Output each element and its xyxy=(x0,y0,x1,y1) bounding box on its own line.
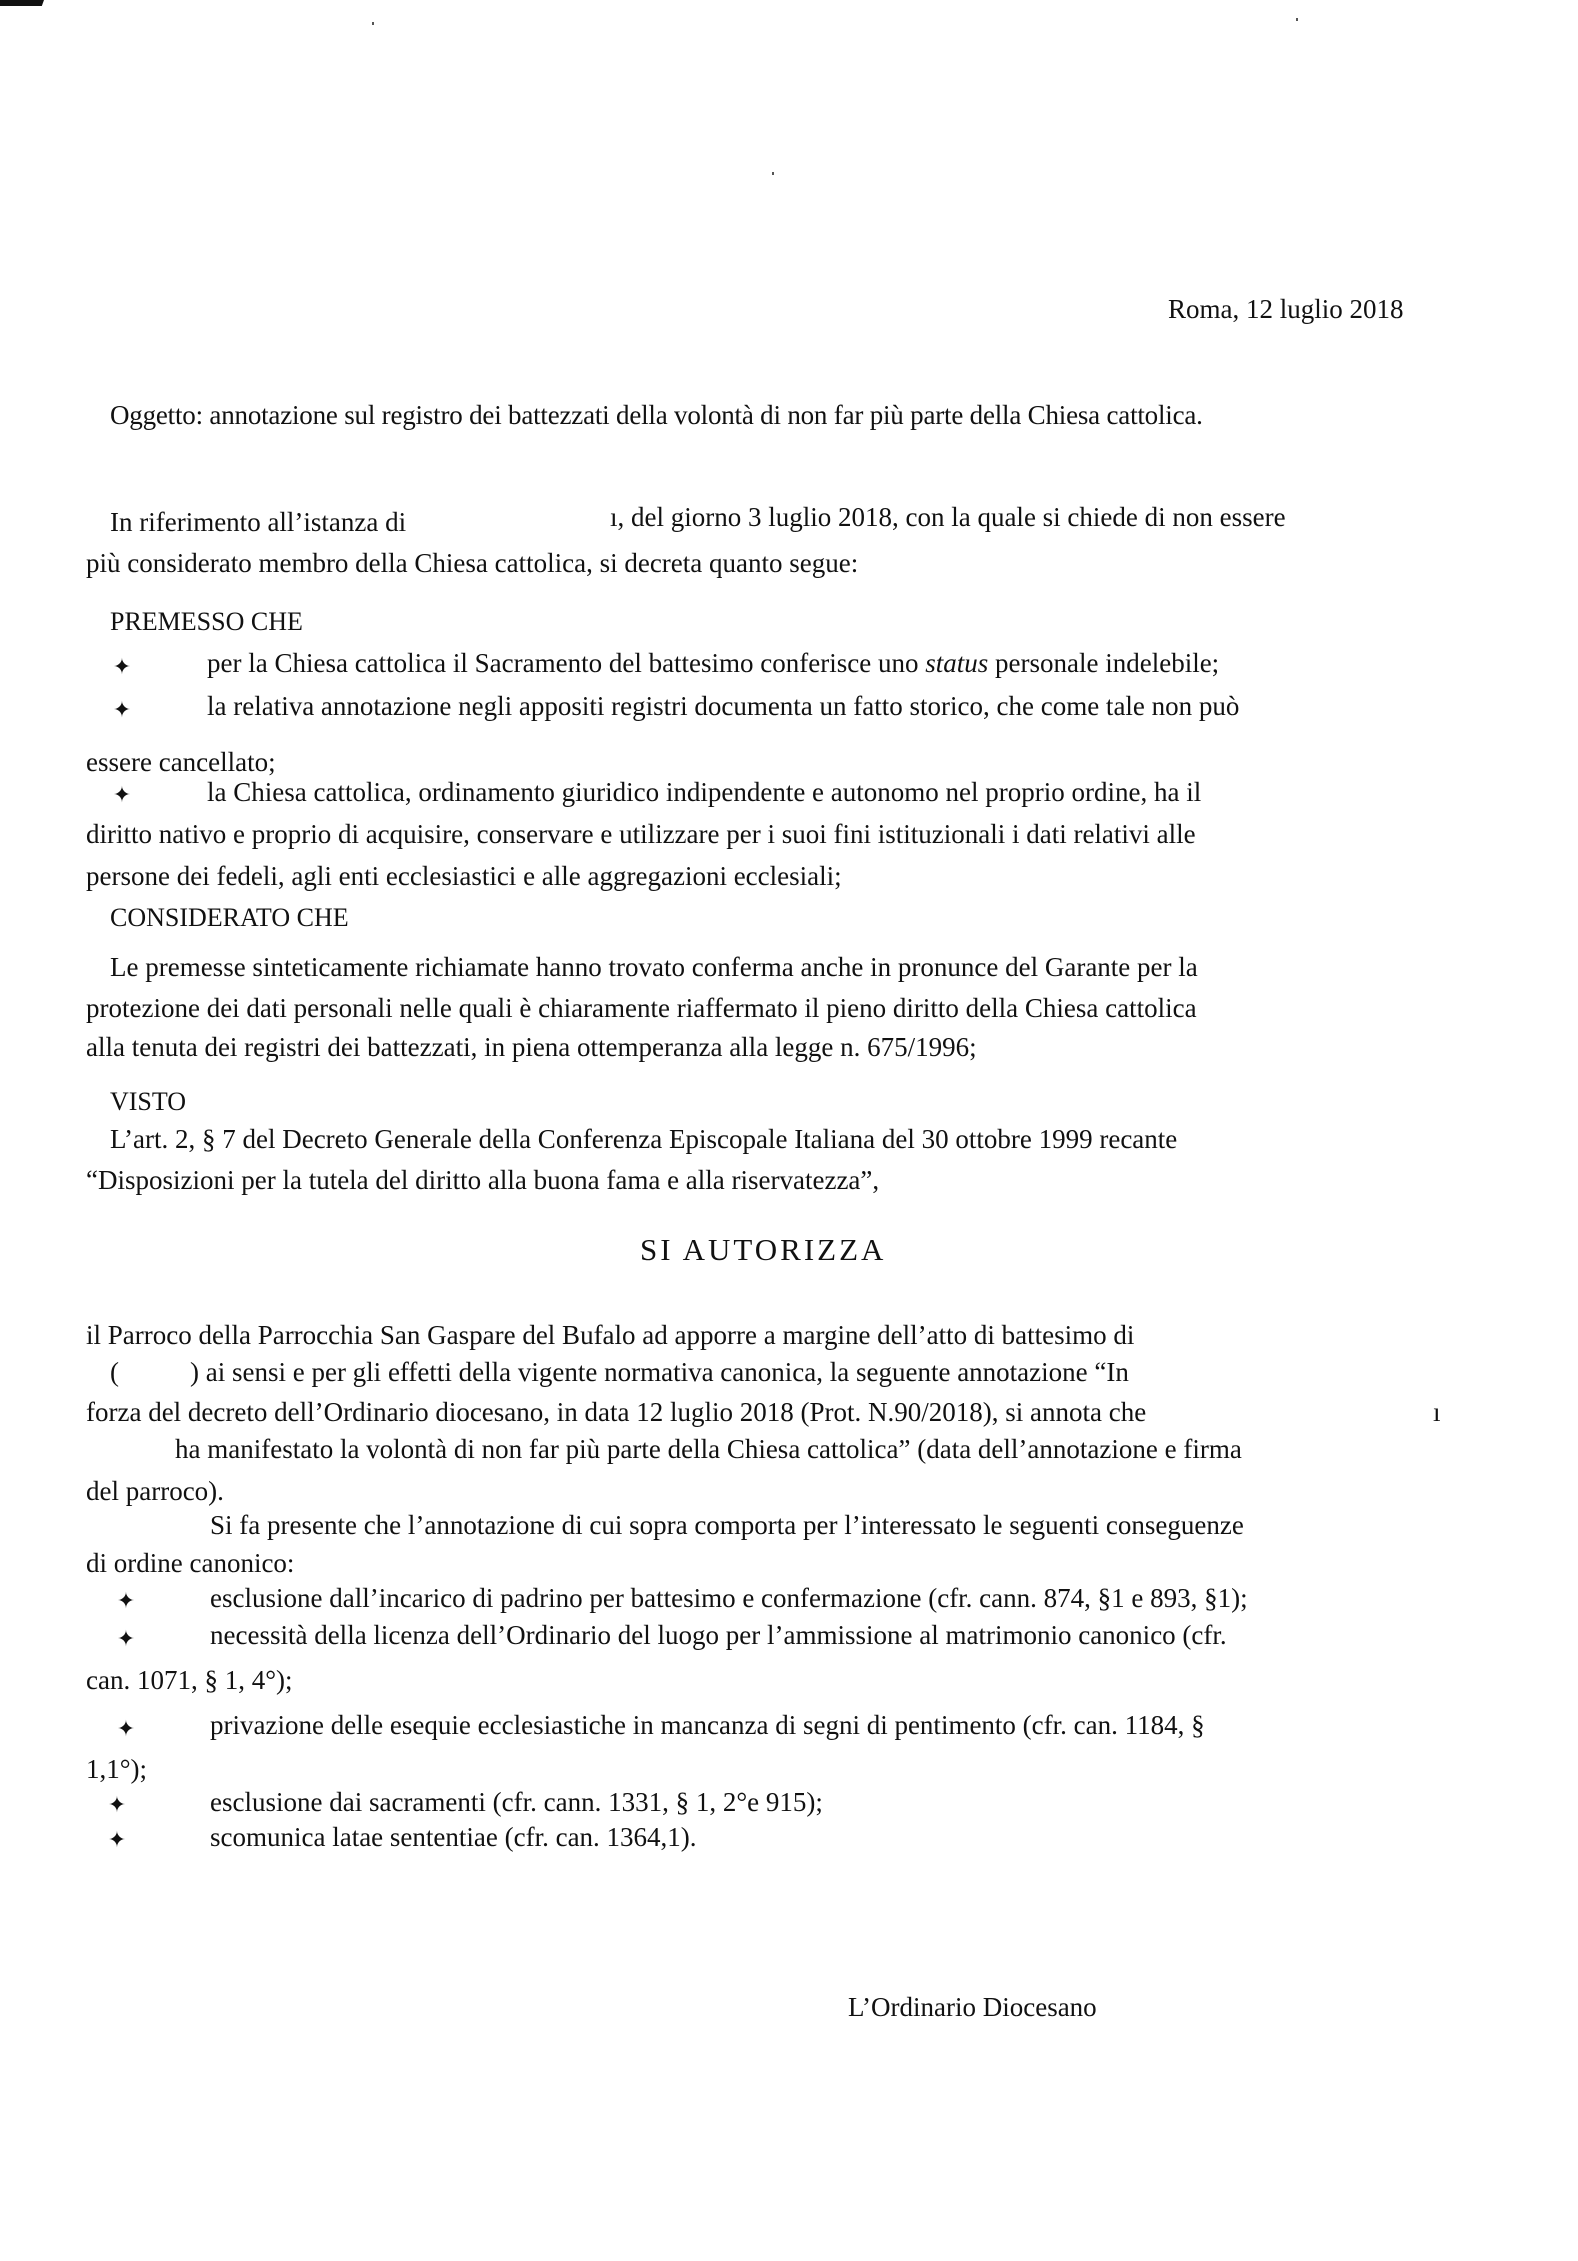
premesso-item-3-line-2: diritto nativo e proprio di acquisire, conservare e utilizzare per i suoi fini istituzionali i dati relativi alle xyxy=(86,819,1196,849)
subject-line: Oggetto: annotazione sul registro dei battezzati della volontà di non far più parte della Chiesa cattolica. xyxy=(110,400,1203,430)
authorization-line-5: del parroco). xyxy=(86,1476,224,1506)
premesso-item-1-text-end: personale indelebile; xyxy=(988,648,1220,678)
section-heading-considerato: CONSIDERATO CHE xyxy=(110,903,349,932)
considerato-line-2: protezione dei dati personali nelle quali è chiaramente riaffermato il pieno diritto della Chiesa cattolica xyxy=(86,993,1197,1023)
authorization-line-2: ) ai sensi e per gli effetti della vigente normativa canonica, la seguente annotazione “In xyxy=(190,1357,1129,1387)
consequence-item-3-line-1: privazione delle esequie ecclesiastiche in mancanza di segni di pentimento (cfr. can. 1184, § xyxy=(210,1710,1205,1740)
bullet-icon: ✦ xyxy=(116,1588,136,1613)
considerato-line-1: Le premesse sinteticamente richiamate hanno trovato conferma anche in pronunce del Garante per la xyxy=(110,952,1198,982)
scan-speck xyxy=(772,172,774,175)
visto-line-2: “Disposizioni per la tutela del diritto alla buona fama e alla riservatezza”, xyxy=(86,1165,880,1195)
premesso-item-1-text: per la Chiesa cattolica il Sacramento del battesimo conferisce uno xyxy=(207,648,926,678)
premesso-item-3-line-3: persone dei fedeli, agli enti ecclesiastici e alle aggregazioni ecclesiali; xyxy=(86,861,842,891)
authorization-title: SI AUTORIZZA xyxy=(640,1232,887,1267)
premesso-item-1 xyxy=(207,646,1219,680)
consequence-item-3-line-2: 1,1°); xyxy=(86,1754,148,1784)
bullet-icon: ✦ xyxy=(116,1716,136,1741)
section-heading-premesso: PREMESSO CHE xyxy=(110,607,303,636)
authorization-line-7: di ordine canonico: xyxy=(86,1548,295,1578)
premesso-item-2-line-2: essere cancellato; xyxy=(86,747,276,777)
authorization-line-3-tail: ı xyxy=(1433,1397,1441,1427)
consequence-item-2-line-2: can. 1071, § 1, 4°); xyxy=(86,1665,293,1695)
premesso-item-1-italic: status xyxy=(925,648,989,678)
considerato-line-3: alla tenuta dei registri dei battezzati, in piena ottemperanza alla legge n. 675/1996; xyxy=(86,1032,977,1062)
authorization-line-3: forza del decreto dell’Ordinario diocesano, in data 12 luglio 2018 (Prot. N.90/2018), si annota che xyxy=(86,1397,1147,1427)
bullet-icon: ✦ xyxy=(112,697,132,722)
signature-label: L’Ordinario Diocesano xyxy=(848,1992,1097,2022)
intro-line-2: più considerato membro della Chiesa cattolica, si decreta quanto segue: xyxy=(86,548,859,578)
bullet-icon: ✦ xyxy=(112,782,132,807)
bullet-icon: ✦ xyxy=(107,1827,127,1852)
bullet-icon: ✦ xyxy=(112,654,132,679)
scan-speck xyxy=(1296,18,1298,21)
authorization-line-1: il Parroco della Parrocchia San Gaspare del Bufalo ad apporre a margine dell’atto di battesimo di xyxy=(86,1320,1135,1350)
place-date: Roma, 12 luglio 2018 xyxy=(1168,294,1404,324)
intro-line-1-start: In riferimento all’istanza di xyxy=(110,507,407,537)
consequence-item-5: scomunica latae sententiae (cfr. can. 1364,1). xyxy=(210,1822,697,1852)
authorization-line-2-paren: ( xyxy=(110,1357,119,1387)
authorization-line-6: Si fa presente che l’annotazione di cui sopra comporta per l’interessato le seguenti conseguenze xyxy=(210,1510,1244,1540)
bullet-icon: ✦ xyxy=(107,1792,127,1817)
visto-line-1: L’art. 2, § 7 del Decreto Generale della Conferenza Episcopale Italiana del 30 ottobre 1999 recante xyxy=(110,1124,1178,1154)
authorization-line-4: ha manifestato la volontà di non far più parte della Chiesa cattolica” (data dell’annotazione e firma xyxy=(175,1434,1242,1464)
consequence-item-2-line-1: necessità della licenza dell’Ordinario del luogo per l’ammissione al matrimonio canonico (cfr. xyxy=(210,1620,1227,1650)
premesso-item-2-line-1: la relativa annotazione negli appositi registri documenta un fatto storico, che come tale non può xyxy=(207,691,1240,721)
consequence-item-1: esclusione dall’incarico di padrino per battesimo e confermazione (cfr. cann. 874, §1 e 893, §1); xyxy=(210,1583,1248,1613)
bullet-icon: ✦ xyxy=(116,1626,136,1651)
scan-edge-mark xyxy=(0,0,44,6)
section-heading-visto: VISTO xyxy=(110,1087,187,1116)
premesso-item-3-line-1: la Chiesa cattolica, ordinamento giuridico indipendente e autonomo nel proprio ordine, ha il xyxy=(207,777,1202,807)
intro-line-1-end: ı, del giorno 3 luglio 2018, con la quale si chiede di non essere xyxy=(610,502,1286,532)
consequence-item-4: esclusione dai sacramenti (cfr. cann. 1331, § 1, 2°e 915); xyxy=(210,1787,823,1817)
scan-speck xyxy=(372,22,374,25)
